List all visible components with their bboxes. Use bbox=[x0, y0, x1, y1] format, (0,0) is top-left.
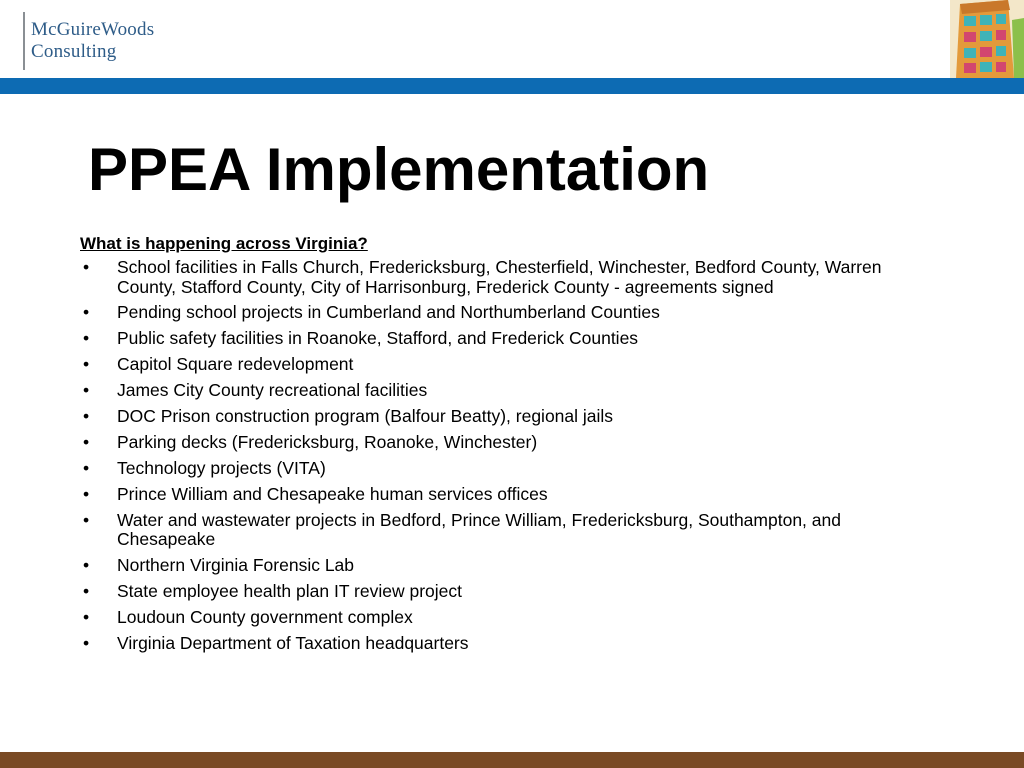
list-item bbox=[80, 258, 940, 297]
list-item bbox=[80, 511, 940, 550]
bullet-icon: • bbox=[83, 483, 90, 504]
bullet-icon: • bbox=[83, 580, 90, 601]
list-item-text: Virginia Department of Taxation headquarters bbox=[117, 632, 469, 653]
bullet-icon: • bbox=[83, 431, 90, 452]
list-item bbox=[80, 485, 940, 505]
slide-body bbox=[80, 233, 940, 659]
list-item-text: Public safety facilities in Roanoke, Stafford, and Frederick Counties bbox=[117, 328, 639, 349]
list-item bbox=[80, 303, 940, 323]
bullet-icon: • bbox=[83, 405, 90, 426]
building-illustration-icon bbox=[950, 0, 1024, 78]
list-item-text: Pending school projects in Cumberland and Northumberland Counties bbox=[117, 302, 660, 323]
list-item-text: School facilities in Falls Church, Fredericksburg, Chesterfield, Winchester, Bedford County, Warren County, Stafford County, City of Harrisonburg, Frederick County - agreements signed bbox=[117, 257, 882, 297]
footer-bar bbox=[0, 752, 1024, 768]
header-bar bbox=[0, 78, 1024, 94]
list-item-text: Loudoun County government complex bbox=[117, 606, 413, 627]
list-item bbox=[80, 459, 940, 479]
list-item bbox=[80, 582, 940, 602]
section-heading: What is happening across Virginia? bbox=[80, 234, 368, 253]
bullet-icon: • bbox=[83, 302, 90, 323]
bullet-icon: • bbox=[83, 554, 90, 575]
logo-line-2: Consulting bbox=[31, 41, 117, 62]
bullet-icon: • bbox=[83, 257, 90, 277]
list-item-text: Water and wastewater projects in Bedford, Prince William, Fredericksburg, Southampton, and Chesapeake bbox=[117, 509, 841, 550]
list-item-text: James City County recreational facilities bbox=[117, 380, 428, 401]
list-item bbox=[80, 608, 940, 628]
list-item-text: Capitol Square redevelopment bbox=[117, 354, 354, 375]
logo-divider bbox=[23, 12, 25, 70]
list-item bbox=[80, 433, 940, 453]
list-item-text: Prince William and Chesapeake human services offices bbox=[117, 483, 548, 504]
list-item-text: Northern Virginia Forensic Lab bbox=[117, 554, 355, 575]
bullet-icon: • bbox=[83, 328, 90, 349]
bullet-icon: • bbox=[83, 606, 90, 627]
list-item-text: Parking decks (Fredericksburg, Roanoke, Winchester) bbox=[117, 431, 538, 452]
logo-wordmark bbox=[31, 12, 154, 70]
logo-line-1: McGuireWoods bbox=[31, 19, 155, 40]
bullet-icon: • bbox=[83, 632, 90, 653]
list-item bbox=[80, 381, 940, 401]
bullet-list bbox=[80, 258, 940, 653]
list-item bbox=[80, 634, 940, 654]
list-item-text: DOC Prison construction program (Balfour Beatty), regional jails bbox=[117, 405, 614, 426]
list-item-text: State employee health plan IT review project bbox=[117, 580, 463, 601]
bullet-icon: • bbox=[83, 354, 90, 375]
slide-title: PPEA Implementation bbox=[88, 136, 710, 203]
list-item bbox=[80, 355, 940, 375]
list-item bbox=[80, 329, 940, 349]
company-logo bbox=[23, 12, 154, 70]
bullet-icon: • bbox=[83, 457, 90, 478]
bullet-icon: • bbox=[83, 380, 90, 401]
list-item bbox=[80, 407, 940, 427]
bullet-icon: • bbox=[83, 509, 90, 530]
list-item-text: Technology projects (VITA) bbox=[117, 457, 326, 478]
list-item bbox=[80, 556, 940, 576]
